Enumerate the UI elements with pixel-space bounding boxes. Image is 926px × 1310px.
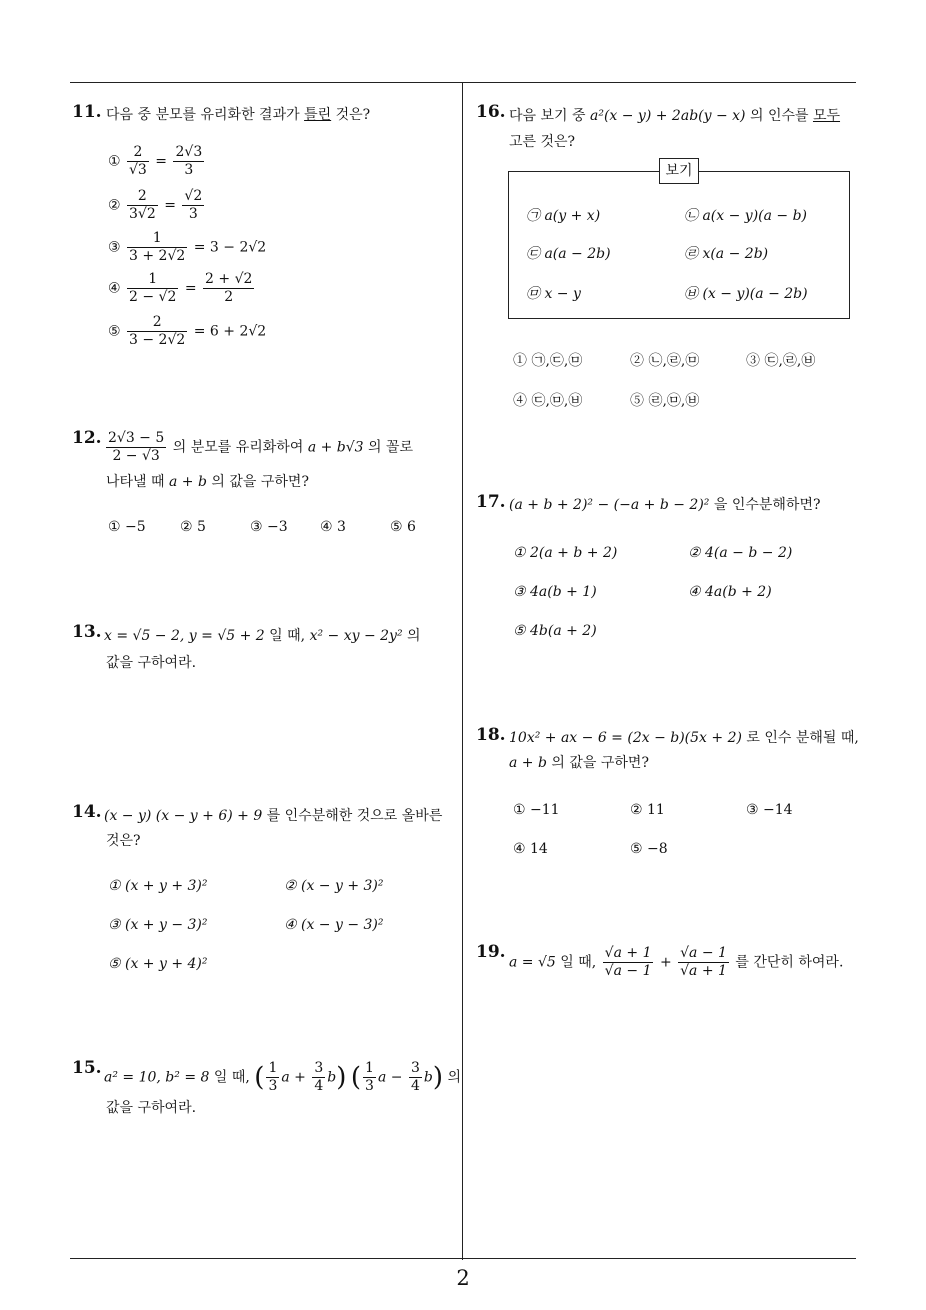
- q12-line2-b: 의 값을 구하면?: [211, 474, 309, 490]
- q14-number: 14.: [72, 802, 102, 822]
- q16-option-3[interactable]: ③ ㉢,㉣,㉥: [746, 353, 816, 369]
- q17-option-4[interactable]: ④ 4a(b + 2): [688, 584, 772, 600]
- q15-text-a: 일 때,: [213, 1069, 250, 1086]
- q18-stem-line2: [509, 752, 649, 772]
- q15-expr: a² = 10, b² = 8: [104, 1069, 210, 1086]
- q18-line2-expr: a + b: [509, 755, 547, 771]
- q11-stem-a: 다음 중 분모를 유리화한 결과가: [106, 107, 300, 123]
- q16-option-2[interactable]: ② ㉡,㉣,㉤: [630, 353, 700, 369]
- q12-expr-form: a + b√3: [307, 439, 364, 456]
- fraction: $\frac{2 + √2}{2}$: [205, 271, 253, 305]
- paren-close: ): [336, 1062, 347, 1093]
- q16-underlined: 모두: [812, 108, 841, 124]
- q18-option-1[interactable]: ① −11: [513, 802, 560, 818]
- q17-option-1[interactable]: ① 2(a + b + 2): [513, 545, 618, 561]
- q11-option-5[interactable]: [108, 314, 266, 349]
- q12-option-4[interactable]: ④ 3: [320, 519, 346, 535]
- q12-option-5[interactable]: ⑤ 6: [390, 519, 416, 535]
- q14-text-a: 를 인수분해한 것으로 올바른: [266, 808, 443, 824]
- q16-text-a: 다음 보기 중: [509, 108, 586, 124]
- q15-stem-line2: 값을 구하여라.: [106, 1100, 197, 1116]
- q16-item-6: ㉥ (x − y)(a − 2b): [684, 286, 808, 302]
- q14-option-2[interactable]: ② (x − y + 3)²: [284, 878, 384, 894]
- q11-option-3[interactable]: [108, 230, 266, 265]
- option-mark: ②: [108, 197, 121, 214]
- q19-expr: a = √5: [509, 954, 556, 971]
- q16-stem-line2: 고른 것은?: [509, 134, 576, 150]
- bottom-rule: [70, 1258, 856, 1259]
- paren-open: (: [350, 1062, 362, 1093]
- q12-option-2[interactable]: ② 5: [180, 519, 206, 535]
- q18-line2-text: 의 값을 구하면?: [551, 755, 649, 771]
- q16-item-2: ㉡ a(x − y)(a − b): [684, 208, 808, 224]
- q16-stem-line1: [509, 105, 840, 125]
- fraction: $\frac{√a + 1}{√a - 1}$: [604, 945, 652, 979]
- q16-number: 16.: [476, 102, 506, 122]
- q16-option-4[interactable]: ④ ㉢,㉤,㉥: [513, 393, 583, 409]
- fraction: $\frac{2}{3 - 2√2}$: [129, 314, 186, 348]
- equals: =: [164, 197, 176, 214]
- var-a: a: [281, 1069, 290, 1086]
- q12-text-b: 의 꼴로: [368, 439, 414, 456]
- q18-expr: 10x² + ax − 6 = (2x − b)(5x + 2): [509, 730, 742, 746]
- q13-stem-line2: 값을 구하여라.: [106, 655, 197, 671]
- equals: =: [184, 280, 197, 297]
- q12-line2-a: 나타낼 때: [106, 474, 165, 490]
- column-divider: [462, 83, 463, 1260]
- q16-item-4: ㉣ x(a − 2b): [684, 246, 769, 262]
- q17-number: 17.: [476, 492, 506, 512]
- q13-text-b: 의: [407, 628, 421, 644]
- q16-expr: a²(x − y) + 2ab(y − x): [589, 108, 746, 124]
- q11-stem-underlined: 틀린: [304, 107, 332, 123]
- q16-item-3: ㉢ a(a − 2b): [526, 246, 611, 262]
- q11-stem-b: 것은?: [335, 107, 371, 123]
- q12-text-a: 의 분모를 유리화하여: [172, 439, 304, 456]
- q14-expr: (x − y) (x − y + 6) + 9: [104, 808, 263, 824]
- q16-option-5[interactable]: ⑤ ㉣,㉤,㉥: [630, 393, 700, 409]
- q14-stem-line1: [104, 805, 442, 825]
- q16-text-b: 의 인수를: [749, 108, 809, 124]
- option-mark: ④: [108, 280, 121, 297]
- q17-expr: (a + b + 2)² − (−a + b − 2)²: [509, 497, 710, 513]
- q17-option-2[interactable]: ② 4(a − b − 2): [688, 545, 793, 561]
- q11-option-2[interactable]: [108, 188, 206, 223]
- q18-text-a: 로 인수 분해될 때,: [746, 730, 859, 746]
- var-b: b: [423, 1069, 433, 1086]
- q15-number: 15.: [72, 1058, 102, 1078]
- q15-text-b: 의: [447, 1069, 461, 1086]
- q14-option-5[interactable]: ⑤ (x + y + 4)²: [108, 956, 208, 972]
- rhs: = 6 + 2√2: [193, 323, 267, 340]
- q18-option-5[interactable]: ⑤ −8: [630, 841, 668, 857]
- q12-fraction: $\frac{2√3 - 5}{2 - √3}$: [108, 430, 165, 464]
- fraction: $\frac{1}{2 - √2}$: [129, 271, 177, 305]
- q11-option-4[interactable]: [108, 271, 256, 306]
- q14-stem-line2: 것은?: [106, 833, 141, 849]
- q19-number: 19.: [476, 942, 506, 962]
- fraction: $\frac{2}{3√2}$: [129, 188, 156, 222]
- plus: +: [659, 954, 672, 971]
- q16-option-1[interactable]: ① ㉠,㉢,㉤: [513, 353, 583, 369]
- q17-stem: [509, 494, 820, 514]
- q17-option-3[interactable]: ③ 4a(b + 1): [513, 584, 597, 600]
- option-mark: ⑤: [108, 323, 121, 340]
- fraction: $\frac{1}{3}$: [268, 1060, 278, 1094]
- option-mark: ③: [108, 239, 121, 256]
- q13-expr: x = √5 − 2, y = √5 + 2: [104, 628, 265, 644]
- q13-text-a: 일 때,: [269, 628, 306, 644]
- q12-option-3[interactable]: ③ −3: [250, 519, 288, 535]
- var-b: b: [327, 1069, 337, 1086]
- q19-text-a: 일 때,: [560, 954, 597, 971]
- fraction: $\frac{1}{3 + 2√2}$: [129, 230, 186, 264]
- fraction: $\frac{3}{4}$: [314, 1060, 324, 1094]
- fraction: $\frac{√a - 1}{√a + 1}$: [680, 945, 727, 979]
- q12-line2-expr: a + b: [169, 474, 207, 490]
- q17-option-5[interactable]: ⑤ 4b(a + 2): [513, 623, 597, 639]
- q14-option-3[interactable]: ③ (x + y − 3)²: [108, 917, 208, 933]
- q16-item-1: ㉠ a(y + x): [526, 208, 601, 224]
- q18-option-3[interactable]: ③ −14: [746, 802, 793, 818]
- equals: =: [155, 153, 168, 170]
- rhs: = 3 − 2√2: [193, 239, 267, 256]
- var-a: a: [377, 1069, 387, 1086]
- q14-option-4[interactable]: ④ (x − y − 3)²: [284, 917, 384, 933]
- q13-stem-line1: [104, 625, 421, 645]
- q14-option-1[interactable]: ① (x + y + 3)²: [108, 878, 208, 894]
- q16-item-5: ㉤ x − y: [526, 286, 581, 302]
- page-number: 2: [456, 1266, 470, 1290]
- option-mark: ①: [108, 153, 121, 170]
- q19-stem: [509, 945, 843, 980]
- q19-text-b: 를 간단히 하여라.: [735, 954, 844, 971]
- top-rule: [70, 82, 856, 83]
- q12-stem-line1: [104, 430, 413, 465]
- q17-text: 을 인수분해하면?: [713, 497, 821, 513]
- q12-stem-line2: [106, 471, 309, 491]
- fraction: $\frac{2√3}{3}$: [175, 144, 203, 178]
- fraction: $\frac{1}{3}$: [365, 1060, 374, 1094]
- q15-stem-line1: a² = 10, b² = 8 일 때, ( $\frac{1}{3}$ a + $\frac{3}{4}$ b) ( $\frac{1}{3}$ a − $\frac{3}{4}$ b) 의: [104, 1060, 461, 1094]
- fraction: $\frac{3}{4}$: [410, 1060, 420, 1094]
- fraction: $\frac{2}{√3}$: [129, 144, 147, 178]
- paren-open: (: [254, 1062, 265, 1093]
- q18-option-4[interactable]: ④ 14: [513, 841, 548, 857]
- q18-option-2[interactable]: ② 11: [630, 802, 665, 818]
- q18-number: 18.: [476, 725, 506, 745]
- q13-number: 13.: [72, 622, 102, 642]
- q18-stem-line1: [509, 727, 859, 747]
- q11-stem: [106, 104, 370, 124]
- fraction: $\frac{√2}{3}$: [184, 188, 203, 222]
- q16-example-box-title: 보기: [659, 158, 699, 184]
- q13-expr2: x² − xy − 2y²: [309, 628, 403, 644]
- paren-close: ): [432, 1062, 443, 1093]
- q12-number: 12.: [72, 428, 102, 448]
- q12-option-1[interactable]: ① −5: [108, 519, 146, 535]
- q11-number: 11.: [72, 102, 102, 122]
- q11-option-1[interactable]: [108, 144, 206, 179]
